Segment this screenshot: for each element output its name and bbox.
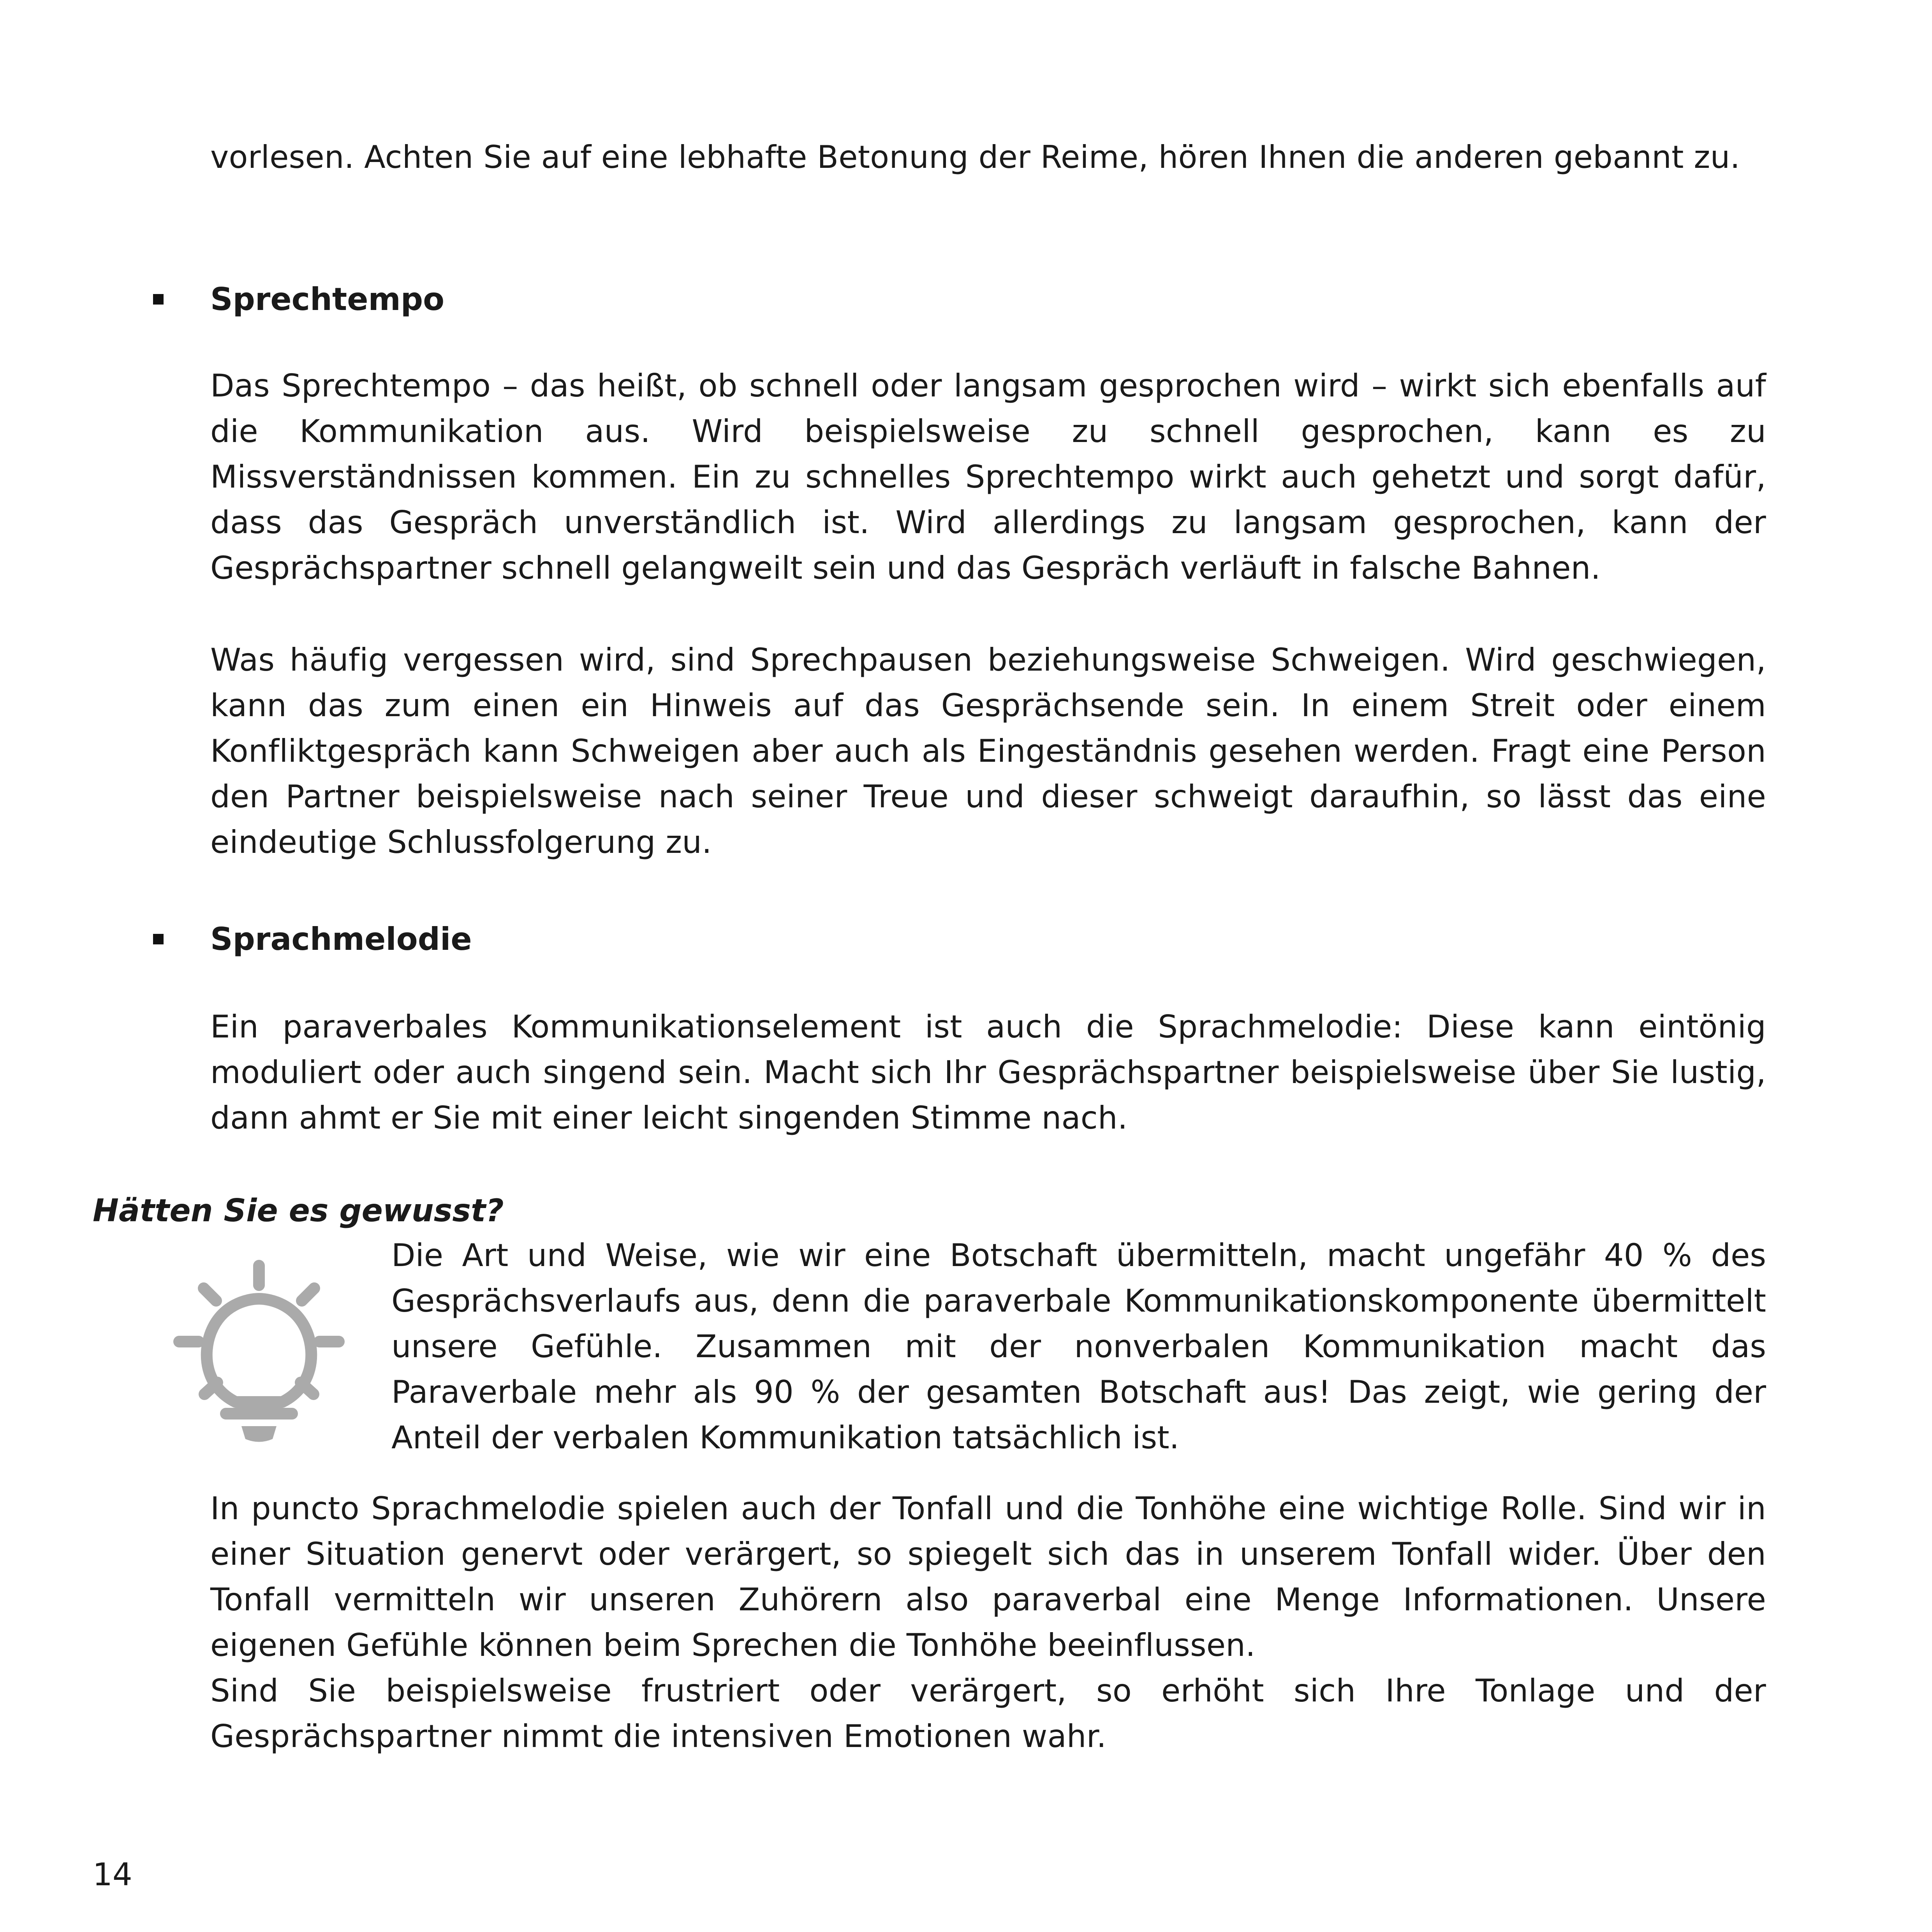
paragraph-closing-2: Sind Sie beispielsweise frustriert oder verärgert, so erhöht sich Ihre Tonlage und der Gesprächspartner nimmt die intensiven Emotionen wahr.	[210, 1673, 1766, 1754]
aside-text: Die Art und Weise, wie wir eine Botschaft übermitteln, macht ungefähr 40 % des Gesprächsverlaufs aus, denn die paraverbale Kommunikationskomponente übermittelt unsere Gefühle. Zusammen mit der nonverbalen Kommunikation macht das Paraverbale mehr als 90 % der gesamten Botschaft aus! Das zeigt, wie gering der Anteil der verbalen Kommunikation tatsächlich ist.	[391, 1237, 1766, 1456]
section-heading-sprachmelodie: Sprachmelodie	[210, 921, 472, 957]
paragraph-sprachmelodie-1: Ein paraverbales Kommunikationselement ist auch die Sprachmelodie: Diese kann eintönig moduliert oder auch singend sein. Macht sich Ihr Gesprächspartner beispielsweise über Sie lustig, dann ahmt er Sie mit einer leicht singenden Stimme nach.	[210, 1009, 1766, 1136]
bullet-square-icon	[153, 294, 164, 305]
paragraph-sprechtempo-1: Das Sprechtempo – das heißt, ob schnell oder langsam gesprochen wird – wirkt sich ebenfalls auf die Kommunikation aus. Wird beispielsweise zu schnell gesprochen, kann es zu Missverständnissen kommen. Ein zu schnelles Sprechtempo wirkt auch gehetzt und sorgt dafür, dass das Gespräch unverständlich ist. Wird allerdings zu langsam gesprochen, kann der Gesprächspartner schnell gelangweilt sein und das Gespräch verläuft in falsche Bahnen.	[210, 368, 1766, 586]
bullet-square-icon	[153, 934, 164, 944]
lightbulb-icon	[167, 1258, 350, 1460]
paragraph-closing-1: In puncto Sprachmelodie spielen auch der Tonfall und die Tonhöhe eine wichtige Rolle. Sind wir in einer Situation genervt oder verärgert, so spiegelt sich das in unserem Tonfall wider. Über den Tonfall vermitteln wir unseren Zuhörern also paraverbal eine Menge Informationen. Unsere eigenen Gefühle können beim Sprechen die Tonhöhe beeinflussen.	[210, 1490, 1766, 1663]
paragraph-sprechtempo-2: Was häufig vergessen wird, sind Sprechpausen beziehungsweise Schweigen. Wird geschwiegen, kann das zum einen ein Hinweis auf das Gesprächsende sein. In einem Streit oder einem Konfliktgespräch kann Schweigen aber auch als Eingeständnis gesehen werden. Fragt eine Person den Partner beispielsweise nach seiner Treue und dieser schweigt daraufhin, so lässt das eine eindeutige Schlussfolgerung zu.	[210, 642, 1766, 860]
aside-title: Hätten Sie es gewusst?	[93, 1192, 504, 1229]
section-heading-sprechtempo: Sprechtempo	[210, 281, 445, 317]
page-number: 14	[93, 1856, 132, 1893]
paragraph-intro: vorlesen. Achten Sie auf eine lebhafte Betonung der Reime, hören Ihnen die anderen gebannt zu.	[210, 139, 1740, 175]
